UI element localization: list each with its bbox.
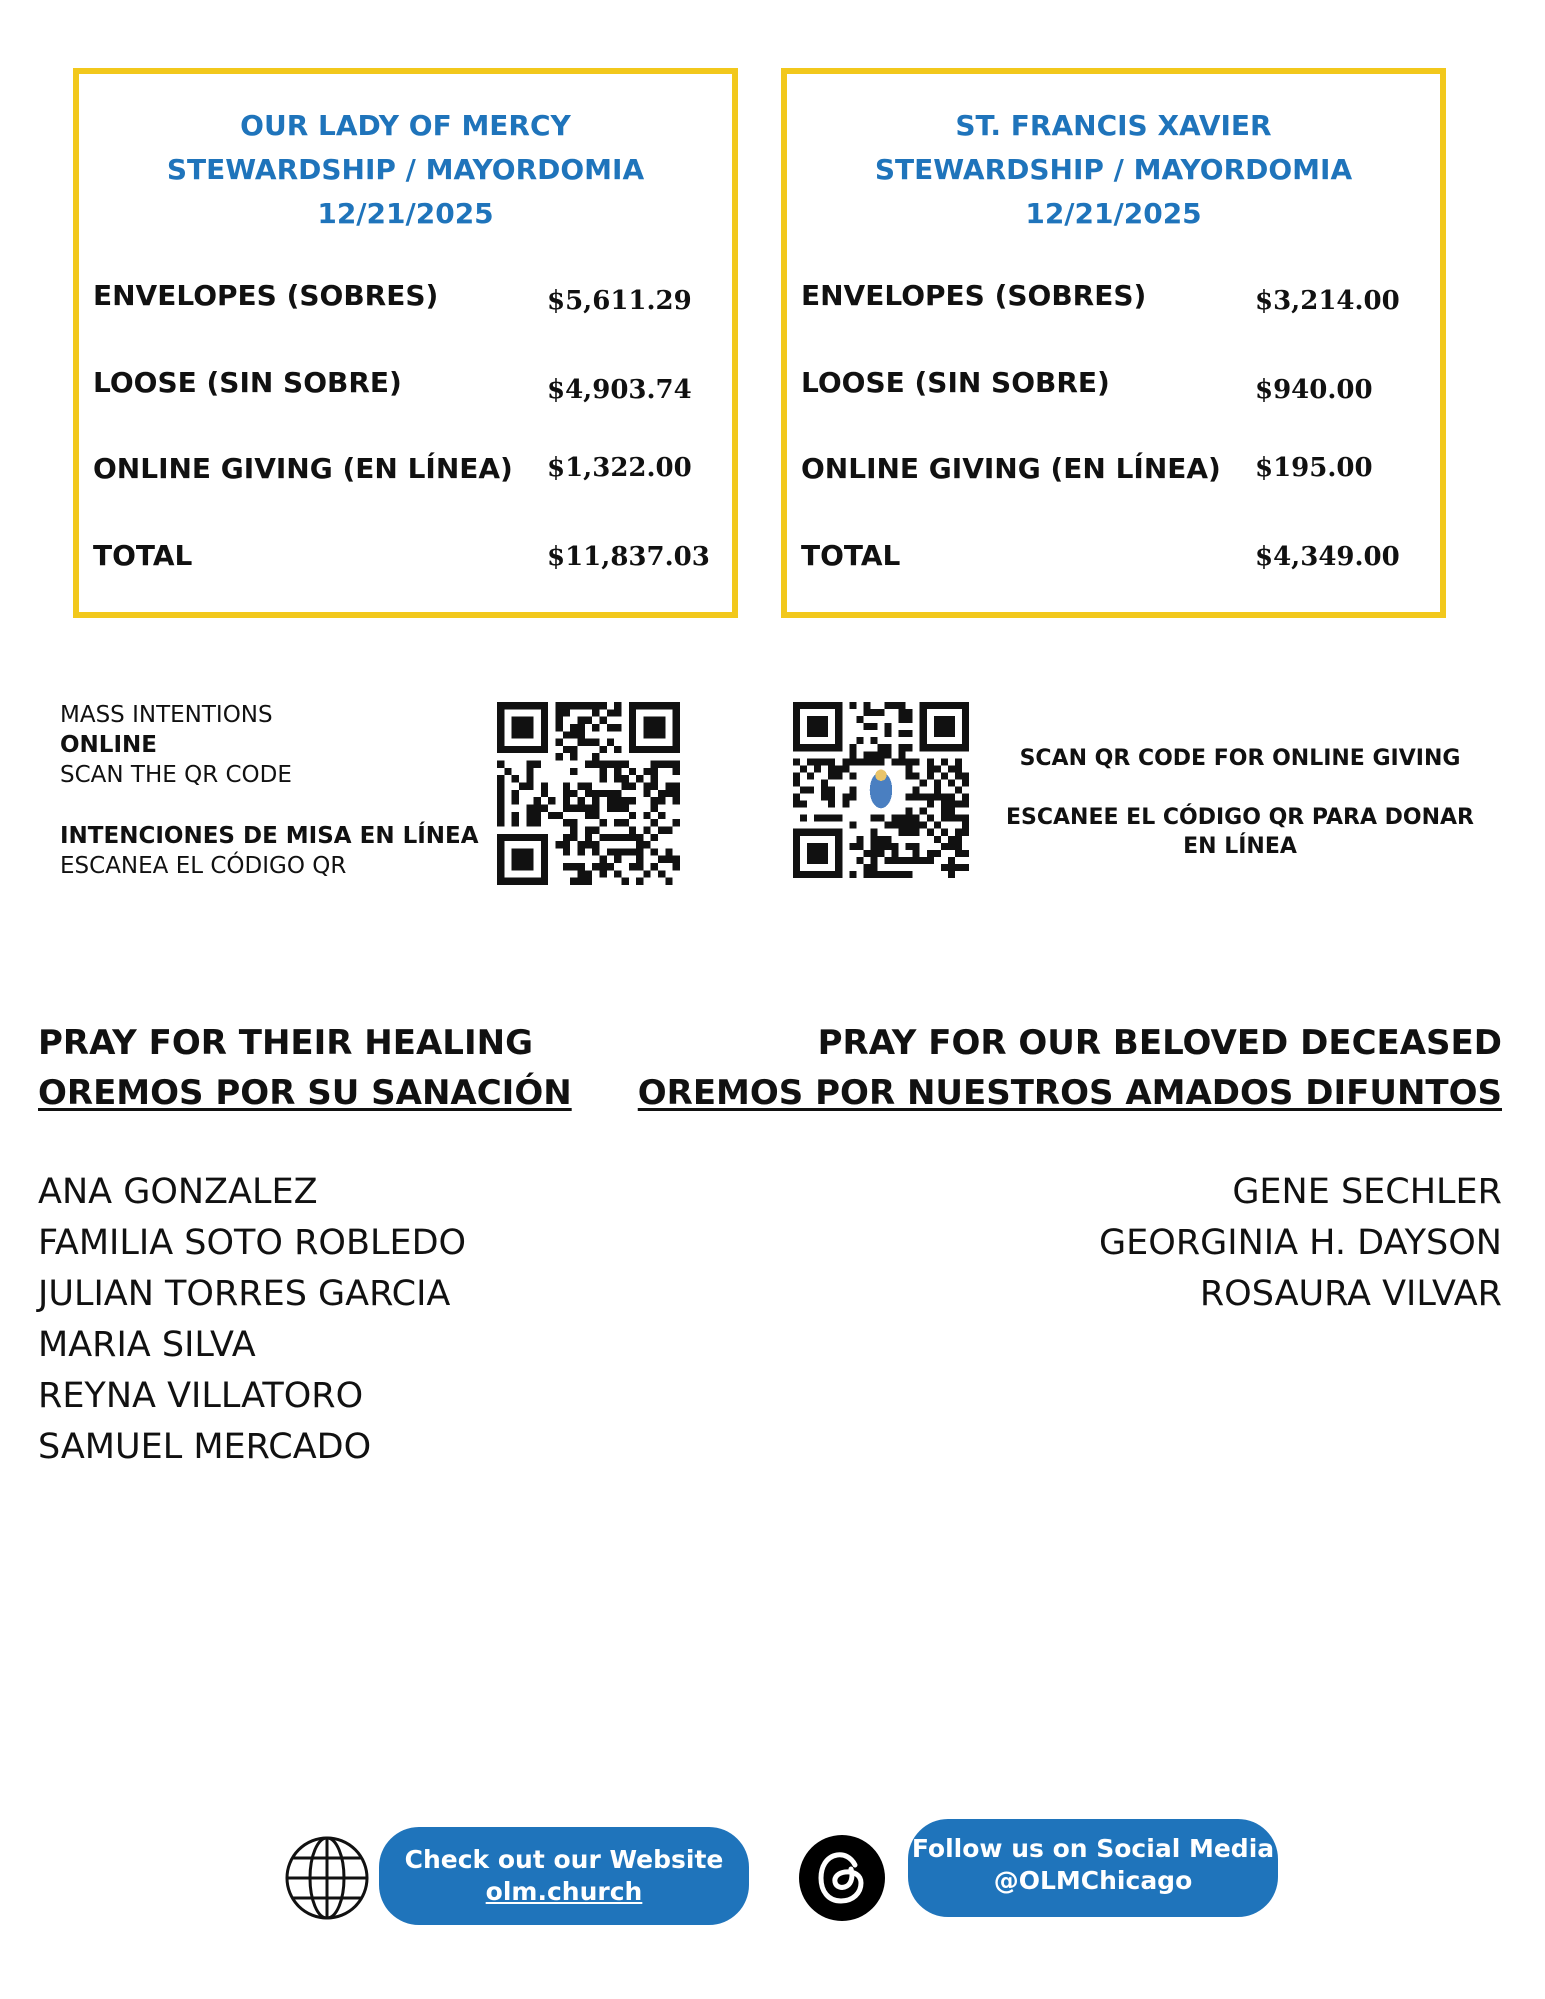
list-item: ANA GONZALEZ (38, 1172, 318, 1212)
social-media-button[interactable] (908, 1819, 1278, 1917)
list-item: REYNA VILLATORO (38, 1376, 364, 1416)
loose-value: $940.00 (1255, 375, 1373, 405)
deceased-heading-es: OREMOS POR NUESTROS AMADOS DIFUNTOS (637, 1073, 1502, 1113)
stewardship-box-our-lady-of-mercy (73, 68, 738, 618)
list-item: JULIAN TORRES GARCIA (38, 1274, 451, 1314)
loose-value: $4,903.74 (547, 375, 692, 405)
website-link[interactable]: olm.church (485, 1877, 643, 1906)
stewardship-box-st-francis-xavier (781, 68, 1446, 618)
threads-icon[interactable] (799, 1835, 885, 1921)
deceased-names-list (1099, 1167, 1502, 1320)
stewardship-subtitle: STEWARDSHIP / MAYORDOMIA (166, 153, 645, 186)
escanea-codigo: ESCANEA EL CÓDIGO QR (60, 853, 347, 879)
deceased-heading-en: PRAY FOR OUR BELOVED DECEASED (817, 1023, 1502, 1063)
stewardship-header (79, 104, 732, 236)
website-label: Check out our Website (404, 1845, 724, 1874)
online-giving-value: $1,322.00 (547, 453, 692, 483)
intenciones-de-misa: INTENCIONES DE MISA EN LÍNEA (60, 823, 479, 849)
list-item: SAMUEL MERCADO (38, 1427, 372, 1467)
mass-intentions-online: ONLINE (60, 732, 157, 758)
social-handle: @OLMChicago (993, 1866, 1193, 1895)
mass-intentions-qr-code[interactable] (497, 702, 680, 885)
list-item: GEORGINIA H. DAYSON (1099, 1223, 1502, 1263)
online-giving-label: ONLINE GIVING (EN LÍNEA) (801, 452, 1221, 485)
total-value: $11,837.03 (547, 542, 710, 572)
envelopes-value: $5,611.29 (547, 286, 692, 316)
deceased-heading (638, 1018, 1502, 1118)
online-giving-value: $195.00 (1255, 453, 1373, 483)
list-item: FAMILIA SOTO ROBLEDO (38, 1223, 467, 1263)
list-item: GENE SECHLER (1232, 1172, 1502, 1212)
envelopes-label: ENVELOPES (SOBRES) (801, 279, 1147, 312)
total-value: $4,349.00 (1255, 542, 1400, 572)
list-item: ROSAURA VILVAR (1199, 1274, 1502, 1314)
parish-name: ST. FRANCIS XAVIER (955, 109, 1272, 142)
healing-heading (38, 1018, 572, 1118)
globe-icon (284, 1835, 370, 1921)
online-giving-label: ONLINE GIVING (EN LÍNEA) (93, 452, 513, 485)
mass-intentions-scan: SCAN THE QR CODE (60, 762, 292, 788)
envelopes-value: $3,214.00 (1255, 286, 1400, 316)
stewardship-subtitle: STEWARDSHIP / MAYORDOMIA (874, 153, 1353, 186)
envelopes-label: ENVELOPES (SOBRES) (93, 279, 439, 312)
healing-heading-es: OREMOS POR SU SANACIÓN (38, 1073, 572, 1113)
list-item: MARIA SILVA (38, 1325, 256, 1365)
social-label: Follow us on Social Media (911, 1834, 1275, 1863)
total-label: TOTAL (93, 539, 193, 572)
online-giving-text-en: SCAN QR CODE FOR ONLINE GIVING (1019, 746, 1461, 771)
mass-intentions-block (60, 700, 479, 881)
parish-name: OUR LADY OF MERCY (240, 109, 571, 142)
total-label: TOTAL (801, 539, 901, 572)
mass-intentions-line: MASS INTENTIONS (60, 702, 273, 728)
stewardship-header (787, 104, 1440, 236)
online-giving-text-es: ESCANEE EL CÓDIGO QR PARA DONAR EN LÍNEA (1006, 805, 1474, 859)
stewardship-date: 12/21/2025 (1025, 197, 1202, 230)
healing-heading-en: PRAY FOR THEIR HEALING (38, 1023, 533, 1063)
website-button[interactable] (379, 1827, 749, 1925)
loose-label: LOOSE (SIN SOBRE) (801, 366, 1110, 399)
online-giving-qr-code[interactable] (793, 702, 969, 878)
healing-names-list (38, 1167, 466, 1473)
stewardship-date: 12/21/2025 (317, 197, 494, 230)
loose-label: LOOSE (SIN SOBRE) (93, 366, 402, 399)
